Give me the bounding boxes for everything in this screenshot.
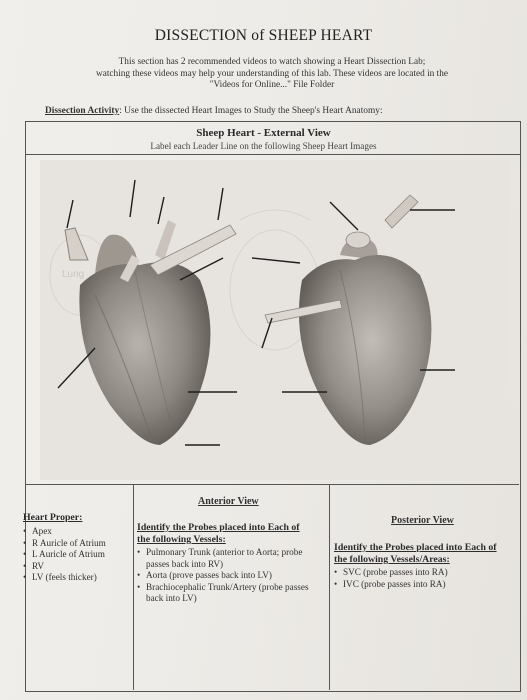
posterior-view-heading: Posterior View — [391, 515, 454, 526]
list-item: • Pulmonary Trunk (anterior to Aorta; probe passes back into RV) — [137, 547, 327, 570]
list-item: • Apex — [23, 526, 131, 538]
box-title: Sheep Heart - External View — [196, 127, 331, 139]
list-item: • Brachiocephalic Trunk/Artery (probe passes back into LV) — [137, 582, 327, 605]
list-item: • SVC (probe passes into RA) — [334, 567, 518, 579]
column-divider-2 — [329, 484, 330, 690]
posterior-section-title — [334, 542, 524, 566]
intro-line: "Videos for Online..." File Folder — [209, 80, 335, 91]
activity-label: Dissection Activity — [45, 106, 120, 116]
list-item: • Aorta (prove passes back into LV) — [137, 570, 327, 582]
section-title-line: the following Vessels: — [137, 534, 226, 545]
list-item: • LV (feels thicker) — [23, 572, 131, 584]
section-title-line: the following Vessels/Areas: — [334, 554, 450, 565]
intro-line: watching these videos may help your understanding of this lab. These videos are located in the — [96, 68, 448, 79]
box-subtitle: Label each Leader Line on the following Sheep Heart Images — [150, 141, 377, 151]
anterior-vessel-list — [137, 547, 327, 605]
posterior-vessel-list — [334, 567, 518, 590]
intro-text — [62, 57, 482, 92]
bottom-section-divider — [25, 484, 519, 485]
section-title-line: Identify the Probes placed into Each of — [137, 522, 300, 533]
page-title: DISSECTION of SHEEP HEART — [154, 27, 373, 44]
activity-text: : Use the dissected Heart Images to Study the Sheep's Heart Anatomy: — [119, 106, 383, 116]
list-item: • L Auricle of Atrium — [23, 549, 131, 561]
list-item: • R Auricle of Atrium — [23, 538, 131, 550]
dissection-activity — [45, 106, 383, 116]
heart-proper-title: Heart Proper: — [23, 512, 83, 523]
header-divider — [26, 154, 520, 155]
anterior-view-heading: Anterior View — [198, 496, 259, 507]
column-divider-1 — [133, 484, 134, 690]
section-title-line: Identify the Probes placed into Each of — [334, 542, 497, 553]
heart-proper-list — [23, 526, 131, 584]
anterior-section-title — [137, 522, 329, 546]
sheep-heart-images — [40, 160, 510, 480]
list-item: • IVC (probe passes into RA) — [334, 579, 518, 591]
intro-line: This section has 2 recommended videos to watch showing a Heart Dissection Lab; — [118, 57, 426, 67]
lung-faint-label: Lung — [62, 269, 85, 280]
list-item: • RV — [23, 561, 131, 573]
